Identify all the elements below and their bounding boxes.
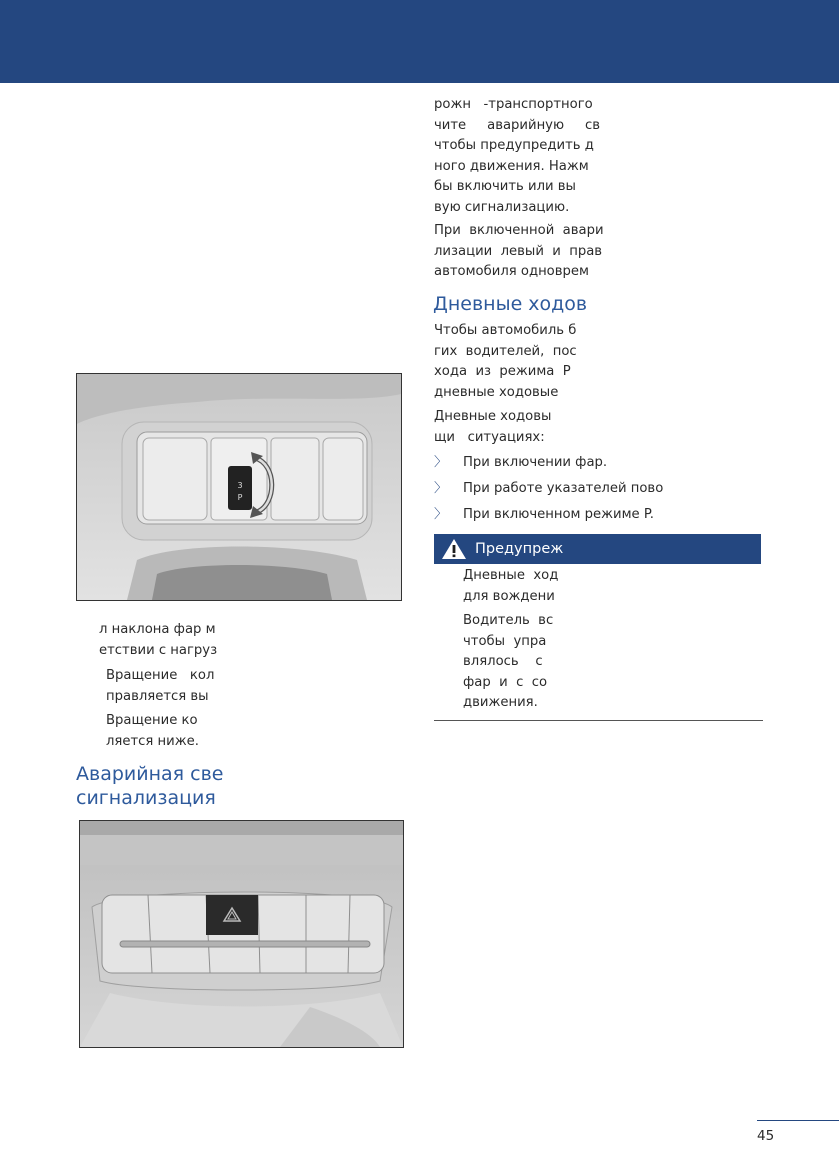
text-line: рожн -транспортного [434,97,593,112]
text-line: чтобы упра [463,633,547,649]
hazard-description-paragraph [434,95,605,218]
text-line: для вождени [463,588,555,604]
switch-label: P [237,493,243,502]
footer-rule [757,1120,839,1121]
hazard-lights-paragraph [434,221,609,283]
section-heading-hazard [76,762,223,810]
switch-label: 3 [237,481,243,490]
chevron-right-icon: 〉 [434,481,448,496]
figure-drawing [80,821,403,1047]
text-line: етствии с нагруз [99,642,218,658]
text-line: бы включить или вы [434,179,576,194]
text-line: чите аварийную св [434,117,601,133]
text-line: л наклона фар м [99,622,216,637]
drl-situations-paragraph [434,407,584,448]
text-line: чтобы предупредить д [434,138,594,153]
text-line: Водитель вс [463,613,554,628]
rotation-note [106,666,215,707]
text-line: ляется ниже. [106,733,199,749]
hazard-button-panel-photo [79,820,404,1048]
text-line: ного движения. Нажм [434,158,589,174]
section-heading-drl: Дневные ходов [433,293,588,315]
text-line: движения. [463,695,538,710]
rotation-note [106,711,211,752]
warning-divider [434,720,763,721]
text-line: Чтобы автомобиль б [434,323,577,338]
page-number: 45 [757,1128,775,1144]
list-item-text: При включении фар. [463,455,608,470]
text-line: Вращение кол [106,668,215,683]
heading-line: сигнализация [76,787,216,809]
heading-line: Аварийная све [76,763,224,785]
text-line: хода из режима P [434,364,571,379]
text-line: При включенной авари [434,223,604,238]
figure-drawing [77,374,401,600]
text-line: щи ситуациях: [434,429,545,445]
figure-caption [99,620,219,661]
text-line: дневные ходовые [434,384,559,400]
header-band [0,0,839,83]
text-line: Дневные ход [463,568,559,583]
text-line: Дневные ходовы [434,409,552,424]
chevron-right-icon: 〉 [434,507,448,522]
text-line: автомобиля одноврем [434,264,589,279]
text-line: фар и с со [463,674,548,690]
warning-header [434,534,761,564]
warning-label: Предупреж [475,541,564,557]
list-item-text: При работе указателей пово [463,481,664,496]
drl-paragraph [434,321,584,403]
warning-paragraph [463,611,558,714]
text-line: вую сигнализацию. [434,199,570,215]
warning-triangle-icon [441,537,467,561]
list-item-text: При включенном режиме P. [463,507,654,522]
text-line: гих водителей, пос [434,343,577,359]
text-line: Вращение ко [106,713,198,728]
text-line: лизации левый и прав [434,243,603,259]
headlight-leveling-switch-photo [76,373,402,601]
chevron-right-icon: 〉 [434,455,448,470]
text-line: влялось с [463,654,543,669]
text-line: правляется вы [106,688,209,704]
warning-paragraph [463,566,558,607]
